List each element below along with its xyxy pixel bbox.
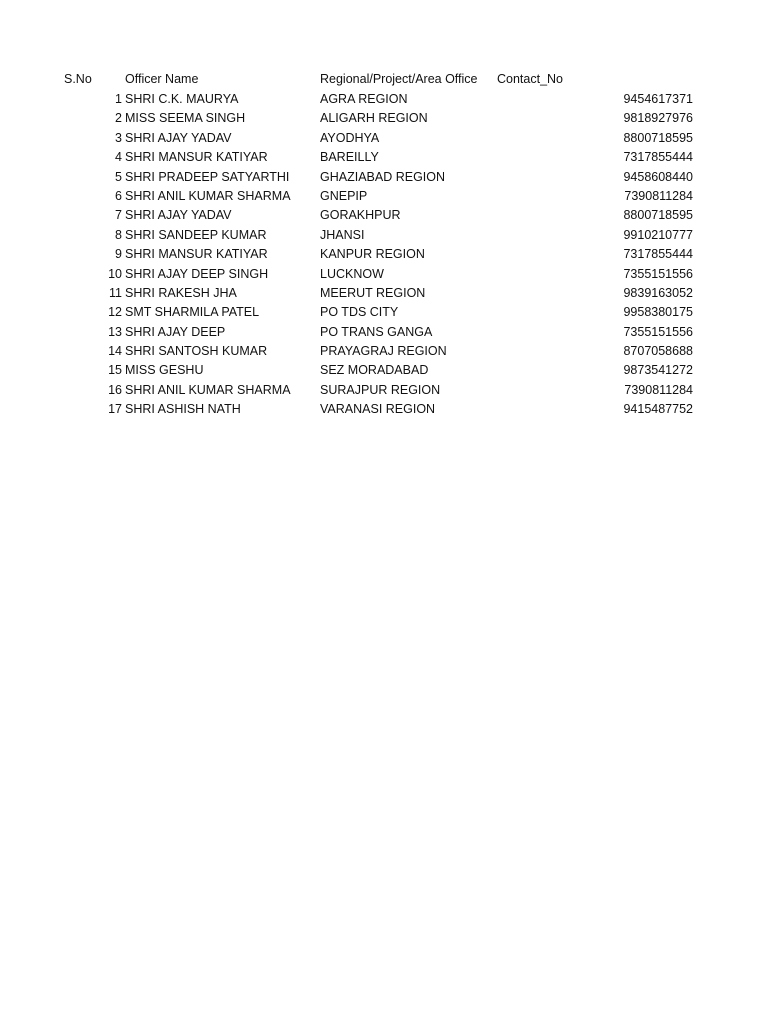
row-contact-no: 8800718595	[623, 130, 693, 145]
row-officer-name: SHRI ASHISH NATH	[125, 402, 241, 417]
row-office: PRAYAGRAJ REGION	[320, 344, 447, 359]
row-sno: 5	[115, 169, 122, 184]
table-row	[0, 90, 768, 109]
table-row	[0, 400, 768, 419]
table-row	[0, 323, 768, 342]
officer-list	[0, 90, 768, 420]
row-office: GNEPIP	[320, 188, 368, 203]
table-row	[0, 226, 768, 245]
row-officer-name: SHRI ANIL KUMAR SHARMA	[125, 188, 291, 203]
row-contact-no: 9839163052	[623, 285, 693, 300]
table-row	[0, 381, 768, 400]
row-office: GORAKHPUR	[320, 208, 401, 223]
row-contact-no: 7317855444	[623, 150, 693, 165]
row-sno: 17	[108, 402, 122, 417]
row-contact-no: 8707058688	[623, 344, 693, 359]
row-contact-no: 9910210777	[623, 227, 693, 242]
row-contact-no: 7355151556	[623, 324, 693, 339]
row-officer-name: MISS SEEMA SINGH	[125, 111, 246, 126]
row-sno: 3	[115, 130, 122, 145]
row-officer-name: SHRI RAKESH JHA	[125, 285, 237, 300]
row-sno: 8	[115, 227, 122, 242]
table-row	[0, 109, 768, 128]
row-office: PO TDS CITY	[320, 305, 399, 320]
header-sno: S.No	[64, 72, 92, 86]
header-office: Regional/Project/Area Office	[320, 72, 478, 86]
row-contact-no: 9958380175	[623, 305, 693, 320]
row-office: LUCKNOW	[320, 266, 384, 281]
row-sno: 12	[108, 305, 122, 320]
row-office: SEZ MORADABAD	[320, 363, 429, 378]
row-office: JHANSI	[320, 227, 365, 242]
table-row	[0, 206, 768, 225]
row-contact-no: 7355151556	[623, 266, 693, 281]
row-office: SURAJPUR REGION	[320, 382, 441, 397]
row-officer-name: SHRI AJAY DEEP	[125, 324, 226, 339]
table-row	[0, 265, 768, 284]
header-officer-name: Officer Name	[125, 72, 199, 86]
table-row	[0, 342, 768, 361]
row-sno: 14	[108, 344, 122, 359]
row-sno: 4	[115, 150, 122, 165]
row-sno: 15	[108, 363, 122, 378]
row-sno: 6	[115, 188, 122, 203]
row-officer-name: SHRI MANSUR KATIYAR	[125, 150, 268, 165]
row-office: KANPUR REGION	[320, 247, 425, 262]
row-officer-name: SHRI C.K. MAURYA	[125, 92, 239, 106]
row-officer-name: SHRI AJAY YADAV	[125, 208, 232, 223]
table-row	[0, 187, 768, 206]
row-office: AGRA REGION	[320, 92, 408, 106]
row-sno: 7	[115, 208, 122, 223]
row-office: AYODHYA	[320, 130, 380, 145]
row-sno: 1	[115, 92, 122, 106]
row-sno: 16	[108, 382, 122, 397]
row-office: VARANASI REGION	[320, 402, 436, 417]
row-contact-no: 7317855444	[623, 247, 693, 262]
table-row	[0, 303, 768, 322]
row-officer-name: SHRI AJAY YADAV	[125, 130, 232, 145]
table-row	[0, 284, 768, 303]
row-sno: 10	[108, 266, 122, 281]
row-sno: 2	[115, 111, 122, 126]
row-contact-no: 9818927976	[623, 111, 693, 126]
table-row	[0, 148, 768, 167]
row-officer-name: SHRI SANDEEP KUMAR	[125, 227, 267, 242]
row-officer-name: SHRI SANTOSH KUMAR	[125, 344, 268, 359]
row-sno: 11	[109, 285, 122, 300]
table-row	[0, 168, 768, 187]
row-contact-no: 9454617371	[623, 92, 693, 106]
header-contact-no: Contact_No	[497, 72, 564, 86]
row-office: BAREILLY	[320, 150, 379, 165]
table-row	[0, 245, 768, 264]
row-contact-no: 9873541272	[623, 363, 693, 378]
row-officer-name: SHRI AJAY DEEP SINGH	[125, 266, 269, 281]
row-sno: 9	[115, 247, 122, 262]
row-contact-no: 9415487752	[623, 402, 693, 417]
row-office: GHAZIABAD REGION	[320, 169, 446, 184]
table-row	[0, 361, 768, 380]
row-office: PO TRANS GANGA	[320, 324, 433, 339]
row-officer-name: MISS GESHU	[125, 363, 204, 378]
row-office: MEERUT REGION	[320, 285, 426, 300]
row-contact-no: 9458608440	[623, 169, 693, 184]
row-officer-name: SMT SHARMILA PATEL	[125, 305, 260, 320]
row-officer-name: SHRI PRADEEP SATYARTHI	[125, 169, 290, 184]
row-sno: 13	[108, 324, 122, 339]
row-contact-no: 8800718595	[623, 208, 693, 223]
row-officer-name: SHRI ANIL KUMAR SHARMA	[125, 382, 291, 397]
row-contact-no: 7390811284	[624, 382, 693, 397]
row-contact-no: 7390811284	[624, 188, 693, 203]
row-officer-name: SHRI MANSUR KATIYAR	[125, 247, 268, 262]
table-row	[0, 129, 768, 148]
row-office: ALIGARH REGION	[320, 111, 428, 126]
